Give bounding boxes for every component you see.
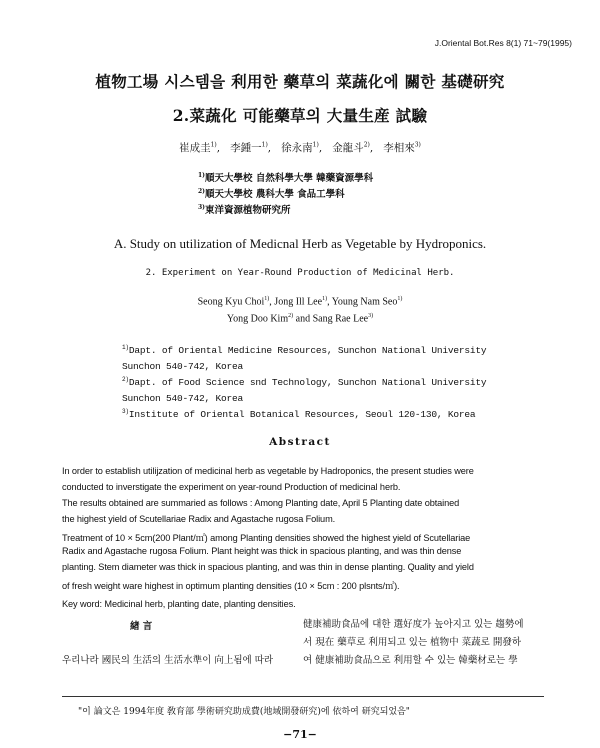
journal-reference: J.Oriental Bot.Res 8(1) 71~79(1995) <box>434 38 572 48</box>
korean-affiliation: $^{1)}$順天大學校 自然科學大學 韓藥資源學科 <box>198 171 374 184</box>
abstract-line: of fresh weight ware highest in optimum planting densities (10 × 5cm : 200 plsnts/㎡). <box>62 581 400 591</box>
introduction-right-line: 여 健康補助食品으로 利用할 수 있는 韓藥材로는 學 <box>303 655 518 666</box>
abstract-line: The results obtained are summaried as follows : Among Planting date, April 5 Planting date obtained <box>62 498 460 508</box>
korean-affiliation: $^{2)}$順天大學校 農科大學 食品工學科 <box>198 187 345 200</box>
english-title: A. Study on utilization of Medicnal Herb as Vegetable by Hydroponics. <box>113 236 487 251</box>
abstract-line: Radix and Agastache rugosa Folium. Plant height was thick in spacious planting, and was thin dense <box>62 546 462 556</box>
korean-title-line2: 2.菜蔬化 可能藥草의 大量生産 試驗 <box>172 106 428 125</box>
abstract-line: In order to establish utilijzation of medicinal herb as vegetable by Hadroponics, the present studies were <box>62 466 474 476</box>
english-author-line1: Seong Kyu Choi$^{1)}$, Jong Ill Lee$^{1)}$, Young Nam Seo$^{1)}$ <box>197 296 403 308</box>
korean-author-list <box>0 140 600 155</box>
english-subtitle: 2. Experiment on Year-Round Production of Medicinal Herb. <box>145 268 455 278</box>
abstract-line: conducted to inverstigate the experiment on year-round Production of medicinal herb. <box>62 482 401 492</box>
korean-title-line1: 植物工場 시스템을 利用한 藥草의 菜蔬化에 關한 基礎研究 <box>95 72 505 91</box>
korean-affiliation: $^{3)}$東洋資源植物研究所 <box>198 203 291 216</box>
english-affiliation-city: Sunchon 540-742, Korea <box>122 361 244 372</box>
english-author-line2: Yong Doo Kim$^{2)}$ and Sang Rae Lee$^{3)}$ <box>226 313 374 325</box>
abstract-heading: Abstract <box>269 436 331 448</box>
english-affiliation-city: Sunchon 540-742, Korea <box>122 393 244 404</box>
funding-footnote: "이 論文은 1994年度 敎育部 學術研究助成費(地域開發研究)에 依하여 研究되었음" <box>78 707 410 717</box>
abstract-line: the highest yield of Scutellariae Radix and Agastache rugosa Folium. <box>62 514 336 524</box>
author-ko: 金龍斗$^{2)}$, <box>332 141 374 154</box>
author-ko: 崔成圭$^{1)}$, <box>179 141 221 154</box>
keywords: Key word: Medicinal herb, planting date, planting densities. <box>62 599 296 609</box>
english-affiliation: $^{2)}$Dapt. of Food Science snd Technology, Sunchon National University <box>122 376 487 389</box>
introduction-heading: 緖 言 <box>130 621 153 632</box>
introduction-left-line: 우리나라 國民의 生活의 生活水準이 向上됨에 따라 <box>62 655 274 666</box>
english-affiliation: $^{1)}$Dapt. of Oriental Medicine Resources, Sunchon National University <box>122 344 487 357</box>
author-ko: 李鍾一$^{1)}$, <box>230 141 272 154</box>
introduction-right-line: 健康補助食品에 대한 選好度가 높아지고 있는 趨勢에 <box>303 619 524 630</box>
author-ko: 徐永南$^{1)}$, <box>281 141 323 154</box>
footnote-divider <box>62 696 544 697</box>
author-ko: 李相來$^{3)}$ <box>383 141 421 154</box>
abstract-line: planting. Stem diameter was thick in spacious planting, and was thin in dense planting. Quality and yield <box>62 562 474 572</box>
introduction-right-line: 서 現在 藥草로 利用되고 있는 植物中 菜蔬로 開發하 <box>303 637 522 648</box>
abstract-line: Treatment of 10 × 5cm(200 Plant/㎡) among Planting densities showed the highest yield of Scutellariae <box>62 533 471 543</box>
page-number: −71− <box>283 728 317 741</box>
english-affiliation: $^{3)}$Institute of Oriental Botanical Resources, Seoul 120-130, Korea <box>122 408 476 421</box>
